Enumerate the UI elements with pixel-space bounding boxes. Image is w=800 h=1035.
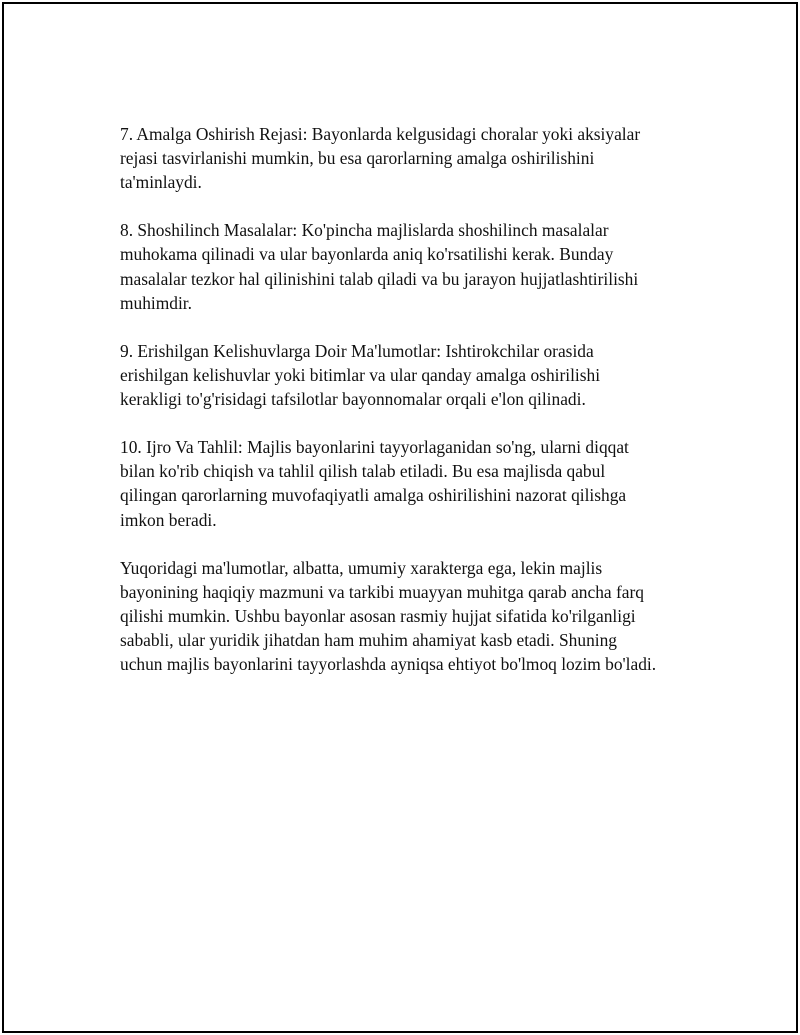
text-line: qilingan qarorlarning muvofaqiyatli amalga oshirilishini nazorat qilishga — [120, 485, 627, 506]
text-line: 8. Shoshilinch Masalalar: Ko'pincha majlislarda shoshilinch masalalar — [120, 220, 609, 241]
text-line: masalalar tezkor hal qilinishini talab qiladi va bu jarayon hujjatlashtirilishi — [120, 268, 639, 289]
text-line: bilan ko'rib chiqish va tahlil qilish talab etiladi. Bu esa majlisda qabul — [120, 461, 606, 482]
text-line: kerakligi to'g'risidagi tafsilotlar bayonnomalar orqali e'lon qilinadi. — [120, 389, 586, 410]
text-line: uchun majlis bayonlarini tayyorlashda ayniqsa ehtiyot bo'lmoq lozim bo'ladi. — [120, 654, 657, 675]
text-line: muhimdir. — [120, 292, 192, 313]
text-line: ta'minlaydi. — [120, 172, 202, 193]
paragraph-conclusion — [120, 556, 720, 676]
text-line: qilishi mumkin. Ushbu bayonlar asosan rasmiy hujjat sifatida ko'rilganligi — [120, 605, 636, 626]
text-line: erishilgan kelishuvlar yoki bitimlar va ular qanday amalga oshirilishi — [120, 364, 601, 385]
paragraph-7-implementation-plan — [120, 122, 720, 194]
text-line: imkon beradi. — [120, 509, 217, 530]
text-line: muhokama qilinadi va ular bayonlarda aniq ko'rsatilishi kerak. Bunday — [120, 244, 614, 265]
text-line: sababli, ular yuridik jihatdan ham muhim ahamiyat kasb etadi. Shuning — [120, 629, 617, 650]
document-page — [2, 2, 798, 1033]
paragraph-10-execution-analysis — [120, 435, 720, 531]
text-line: rejasi tasvirlanishi mumkin, bu esa qarorlarning amalga oshirilishini — [120, 148, 595, 169]
text-line: 7. Amalga Oshirish Rejasi: Bayonlarda kelgusidagi choralar yoki aksiyalar — [120, 124, 641, 144]
text-line: 9. Erishilgan Kelishuvlarga Doir Ma'lumotlar: Ishtirokchilar orasida — [120, 340, 594, 361]
text-line: 10. Ijro Va Tahlil: Majlis bayonlarini tayyorlaganidan so'ng, ularni diqqat — [120, 437, 629, 458]
document-body — [120, 122, 720, 700]
paragraph-9-agreements — [120, 339, 720, 411]
text-line: bayonining haqiqiy mazmuni va tarkibi muayyan muhitga qarab ancha farq — [120, 581, 644, 602]
paragraph-8-urgent-issues — [120, 218, 720, 314]
text-line: Yuqoridagi ma'lumotlar, albatta, umumiy xarakterga ega, lekin majlis — [120, 557, 603, 578]
